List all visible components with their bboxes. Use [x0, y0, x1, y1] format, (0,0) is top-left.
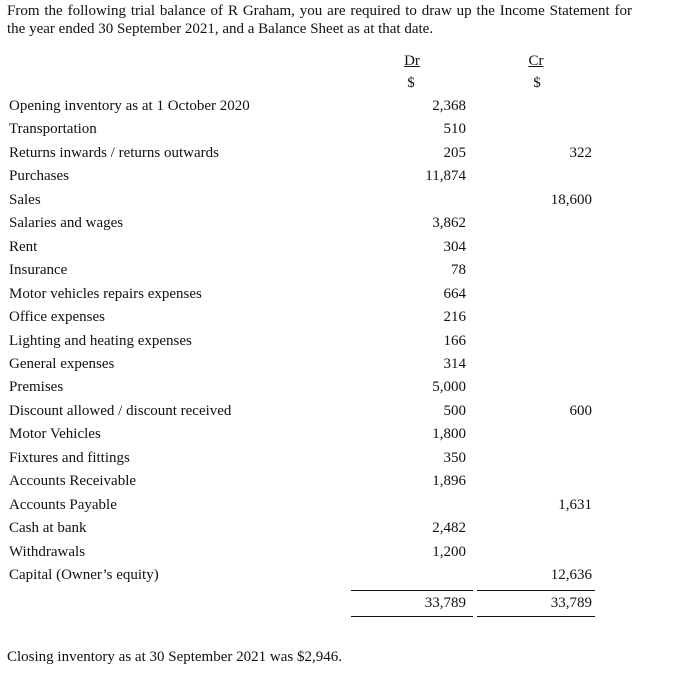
table-row [0, 450, 680, 473]
table-row [0, 356, 680, 379]
table-row [0, 98, 680, 121]
table-row [0, 473, 680, 496]
dr-total: 33,789 [424, 595, 466, 611]
table-row [0, 379, 680, 402]
account-name: Salaries and wages [9, 215, 124, 232]
cr-total: 33,789 [550, 595, 592, 611]
debit-amount: 1,896 [432, 473, 466, 490]
account-name: Discount allowed / discount received [9, 402, 232, 419]
account-name: General expenses [9, 355, 115, 372]
credit-amount: 1,631 [558, 496, 592, 513]
cr-total-underline [477, 616, 595, 617]
table-row [0, 309, 680, 332]
table-row [0, 215, 680, 238]
debit-amount: 314 [443, 355, 466, 372]
credit-amount: 18,600 [550, 191, 592, 208]
table-row [0, 426, 680, 449]
table-row [0, 567, 680, 590]
account-name: Motor vehicles repairs expenses [9, 285, 202, 302]
table-row [0, 497, 680, 520]
debit-amount: 350 [443, 449, 466, 466]
account-name: Purchases [9, 168, 69, 185]
account-name: Office expenses [9, 309, 105, 326]
debit-amount: 205 [443, 144, 466, 161]
table-row [0, 544, 680, 567]
dr-column-header: Dr [404, 53, 420, 69]
debit-amount: 11,874 [425, 168, 466, 185]
table-row [0, 168, 680, 191]
table-row [0, 239, 680, 262]
dr-total-rule [351, 590, 473, 591]
credit-amount: 600 [569, 402, 592, 419]
debit-amount: 2,482 [432, 520, 466, 537]
cr-total-rule [477, 590, 595, 591]
dr-currency-label: $ [407, 75, 415, 91]
account-name: Opening inventory as at 1 October 2020 [9, 98, 250, 114]
table-row [0, 403, 680, 426]
table-row [0, 286, 680, 309]
dr-total-underline [351, 616, 473, 617]
table-row [0, 192, 680, 215]
account-name: Lighting and heating expenses [9, 332, 192, 349]
account-name: Returns inwards / returns outwards [9, 144, 219, 161]
debit-amount: 1,200 [432, 543, 466, 560]
cr-currency-label: $ [533, 75, 541, 91]
debit-amount: 500 [443, 402, 466, 419]
debit-amount: 510 [443, 121, 466, 138]
account-name: Accounts Receivable [9, 473, 137, 490]
debit-amount: 166 [443, 332, 466, 349]
account-name: Accounts Payable [9, 496, 117, 513]
debit-amount: 1,800 [432, 426, 466, 443]
account-name: Rent [9, 238, 38, 255]
debit-amount: 216 [443, 309, 466, 326]
intro-paragraph: From the following trial balance of R Graham, you are required to draw up the Income Statement for the year ended 30 September 2021, and a Balance Sheet as at that date. [7, 3, 632, 37]
table-row [0, 262, 680, 285]
account-name: Capital (Owner’s equity) [9, 567, 159, 583]
account-name: Fixtures and fittings [9, 449, 130, 466]
credit-amount: 12,636 [550, 567, 592, 583]
account-name: Transportation [9, 121, 97, 138]
debit-amount: 5,000 [432, 379, 466, 396]
debit-amount: 3,862 [432, 215, 466, 232]
account-name: Motor Vehicles [9, 426, 101, 443]
table-row [0, 145, 680, 168]
credit-amount: 322 [569, 144, 592, 161]
account-name: Insurance [9, 262, 68, 279]
account-name: Premises [9, 379, 64, 396]
account-name: Cash at bank [9, 520, 87, 537]
debit-amount: 2,368 [432, 98, 466, 114]
cr-column-header: Cr [528, 53, 544, 69]
table-row [0, 520, 680, 543]
debit-amount: 304 [443, 238, 466, 255]
table-row [0, 121, 680, 144]
closing-inventory-note: Closing inventory as at 30 September 2021 was $2,946. [7, 649, 342, 665]
account-name: Withdrawals [9, 543, 86, 560]
debit-amount: 664 [443, 285, 466, 302]
account-name: Sales [9, 191, 41, 208]
table-row [0, 333, 680, 356]
debit-amount: 78 [451, 262, 466, 279]
